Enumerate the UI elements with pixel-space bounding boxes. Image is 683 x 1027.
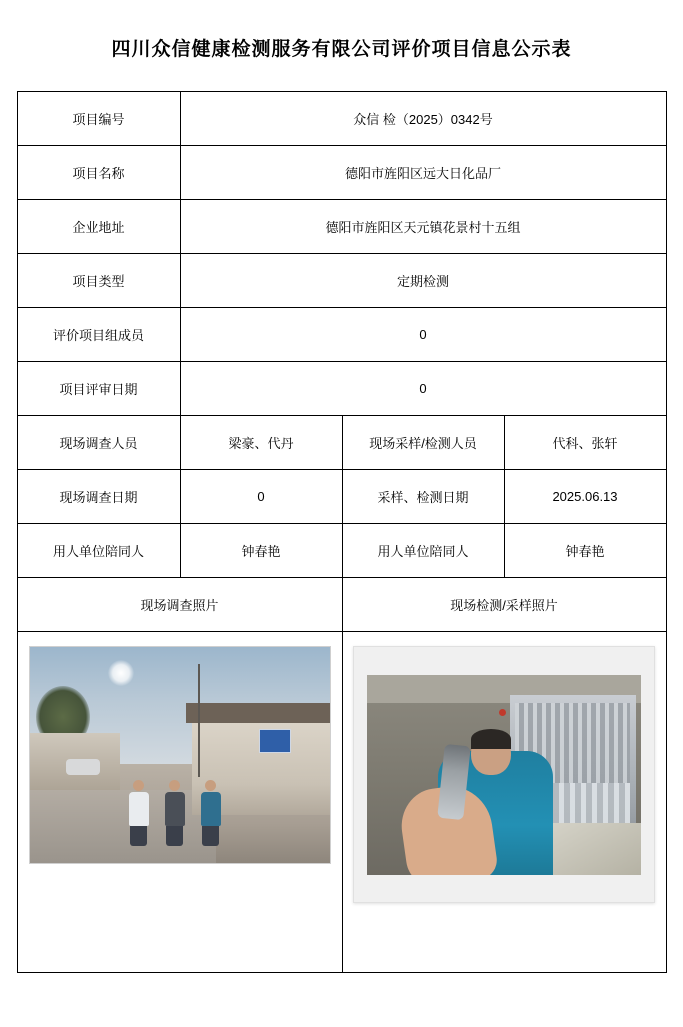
wall-sign (259, 729, 291, 753)
table-row (17, 92, 666, 146)
person-body (129, 792, 149, 826)
worker-hair (471, 729, 511, 749)
utility-pole (198, 664, 200, 776)
row-value-project-name: 德阳市旌阳区远大日化品厂 (180, 146, 666, 200)
row-value-escort-sampling: 钟春艳 (504, 524, 666, 578)
row-label-company-address: 企业地址 (17, 200, 180, 254)
person-body (201, 792, 221, 826)
person-figure (165, 780, 185, 846)
table-row (17, 254, 666, 308)
page-title: 四川众信健康检测服务有限公司评价项目信息公示表 (111, 39, 572, 60)
photo-row (17, 632, 666, 973)
table-row (17, 308, 666, 362)
photo-header-row (17, 578, 666, 632)
row-value-survey-date: 0 (180, 470, 342, 524)
row-label-project-type: 项目类型 (17, 254, 180, 308)
row-value-sampling-date: 2025.06.13 (504, 470, 666, 524)
person-legs (202, 826, 219, 846)
person-figure (201, 780, 221, 846)
sampling-site-photo (367, 675, 641, 875)
table-row (17, 416, 666, 470)
project-info-table (17, 91, 667, 973)
row-label-survey-date: 现场调查日期 (17, 470, 180, 524)
person-body (165, 792, 185, 826)
parked-car (66, 759, 100, 775)
photo-header-survey: 现场调查照片 (17, 578, 342, 632)
row-label-project-number: 项目编号 (17, 92, 180, 146)
row-label-sampling-date: 采样、检测日期 (342, 470, 504, 524)
table-row (17, 362, 666, 416)
row-value-team-members: 0 (180, 308, 666, 362)
table-row (17, 524, 666, 578)
photo-cell-sampling (342, 632, 666, 973)
person-head (133, 780, 144, 791)
row-value-project-number: 众信 检（2025）0342号 (180, 92, 666, 146)
row-value-review-date: 0 (180, 362, 666, 416)
row-label-project-name: 项目名称 (17, 146, 180, 200)
photo-survey-wrapper (18, 632, 342, 972)
building-roof (186, 703, 330, 722)
table-row (17, 146, 666, 200)
row-label-survey-staff: 现场调查人员 (17, 416, 180, 470)
row-value-survey-staff: 梁豪、代丹 (180, 416, 342, 470)
row-value-sampling-staff: 代科、张轩 (504, 416, 666, 470)
table-row (17, 470, 666, 524)
person-head (205, 780, 216, 791)
row-value-company-address: 德阳市旌阳区天元镇花景村十五组 (180, 200, 666, 254)
photo-sampling-wrapper (343, 632, 666, 972)
row-label-escort-survey: 用人单位陪同人 (17, 524, 180, 578)
indicator-light (499, 709, 506, 716)
row-label-review-date: 项目评审日期 (17, 362, 180, 416)
person-figure (129, 780, 149, 846)
row-value-escort-survey: 钟春艳 (180, 524, 342, 578)
row-value-project-type: 定期检测 (180, 254, 666, 308)
photo-header-sampling: 现场检测/采样照片 (342, 578, 666, 632)
person-legs (130, 826, 147, 846)
photo-cell-survey (17, 632, 342, 973)
row-label-team-members: 评价项目组成员 (17, 308, 180, 362)
row-label-sampling-staff: 现场采样/检测人员 (342, 416, 504, 470)
person-head (169, 780, 180, 791)
table-row (17, 200, 666, 254)
sun-glare (108, 660, 134, 686)
road-region (30, 790, 216, 863)
row-label-escort-sampling: 用人单位陪同人 (342, 524, 504, 578)
person-legs (166, 826, 183, 846)
sampling-photo-frame (353, 646, 655, 903)
survey-site-photo (29, 646, 331, 864)
floor-bags (548, 823, 641, 875)
